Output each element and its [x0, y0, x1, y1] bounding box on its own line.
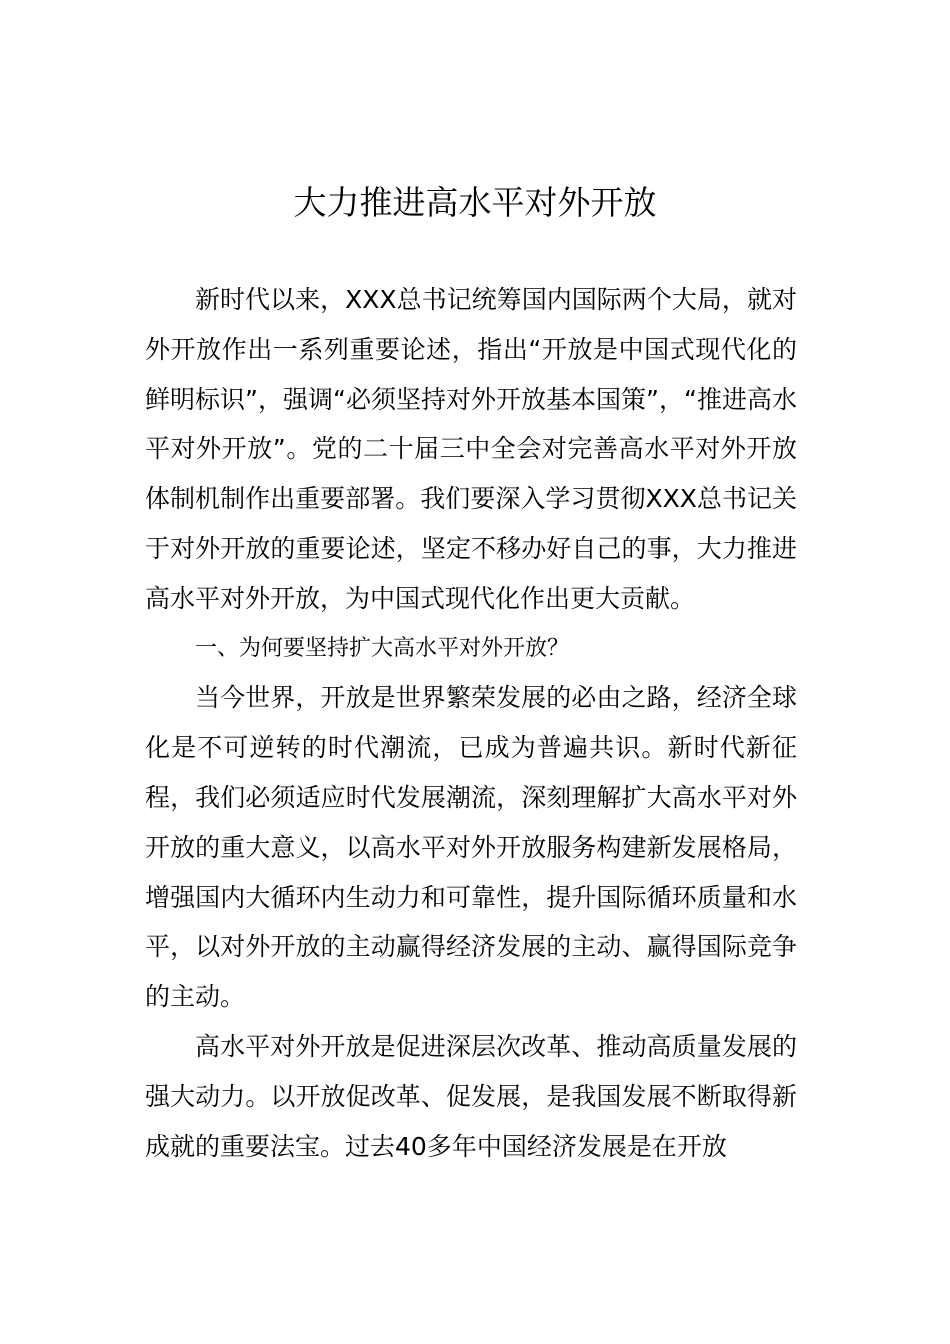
- section-heading: 一、为何要坚持扩大高水平对外开放？: [195, 635, 570, 661]
- document-title: 大力推进高水平对外开放: [293, 183, 657, 222]
- document-body: [145, 275, 797, 1171]
- paragraph-intro: 新时代以来，XXX总书记统筹国内国际两个大局，就对外开放作出一系列重要论述，指出“开放是中国式现代化的鲜明标识”，强调“必须坚持对外开放基本国策”，“推进高水平对外开放”。党的二十届三中全会对完善高水平对外开放体制机制作出重要部署。我们要深入学习贯彻XXX总书记关于对外开放的重要论述，坚定不移办好自己的事，大力推进高水平对外开放，为中国式现代化作出更大贡献。: [145, 285, 797, 613]
- paragraph-world-trend: 当今世界，开放是世界繁荣发展的必由之路，经济全球化是不可逆转的时代潮流，已成为普遍共识。新时代新征程，我们必须适应时代发展潮流，深刻理解扩大高水平对外开放的重大意义，以高水平对外开放服务构建新发展格局，增强国内大循环内生动力和可靠性，提升国际循环质量和水平，以对外开放的主动赢得经济发展的主动、赢得国际竞争的主动。: [145, 683, 797, 1012]
- paragraph-reform-driver: 高水平对外开放是促进深层次改革、推动高质量发展的强大动力。以开放促改革、促发展，是我国发展不断取得新成就的重要法宝。过去40多年中国经济发展是在开放: [145, 1031, 797, 1161]
